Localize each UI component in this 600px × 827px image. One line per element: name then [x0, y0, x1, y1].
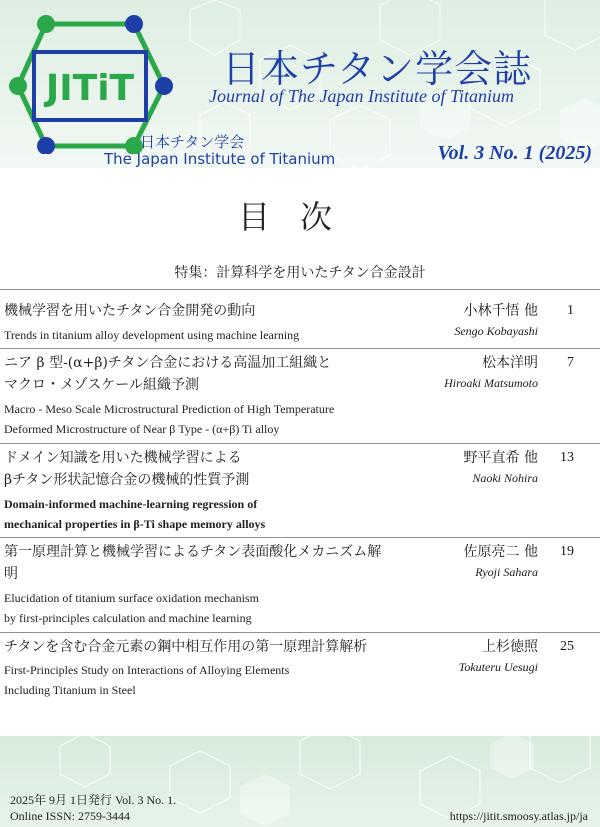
- divider: [0, 443, 600, 444]
- article-title-en: Elucidation of titanium surface oxidation mechanism: [4, 591, 259, 605]
- article-title-jp: ドメイン知識を用いた機械学習による: [4, 450, 242, 466]
- article-author-en: Hiroaki Matsumoto: [444, 376, 538, 390]
- issue-date: 2025年 9月 1日発行 Vol. 3 No. 1.: [10, 793, 177, 807]
- organization-name-jp: 日本チタン学会: [140, 133, 245, 151]
- article-title-en: Including Titanium in Steel: [4, 683, 136, 697]
- article-author-en: Tokuteru Uesugi: [458, 660, 538, 674]
- article-title-en: Domain-informed machine-learning regression of: [4, 497, 258, 511]
- article-title-en: mechanical properties in β-Ti shape memory alloys: [4, 517, 266, 531]
- article-entry[interactable]: [4, 636, 596, 700]
- article-title-en: First-Principles Study on Interactions of Alloying Elements: [4, 663, 290, 677]
- article-author-jp: 野平直希 他: [463, 450, 538, 466]
- article-author-en: Ryoji Sahara: [475, 565, 538, 579]
- organization-name-en: The Japan Institute of Titanium: [104, 150, 336, 168]
- svg-text:JITiT: JITiT: [45, 68, 135, 109]
- article-page-number: 7: [567, 355, 574, 370]
- divider: [0, 632, 600, 633]
- journal-title-jp: 日本チタン学会誌: [222, 47, 533, 91]
- article-title-jp: ニア β 型-(α+β)チタン合金における高温加工組織と: [4, 355, 332, 371]
- article-title-jp: 機械学習を用いたチタン合金開発の動向: [4, 303, 256, 319]
- article-title-jp: 明: [4, 566, 18, 582]
- article-author-jp: 佐原亮二 他: [463, 544, 538, 560]
- article-entry[interactable]: [4, 352, 596, 439]
- article-page-number: 1: [567, 303, 574, 318]
- article-author-en: Sengo Kobayashi: [454, 324, 538, 338]
- journal-url-link[interactable]: https://jitit.smoosy.atlas.jp/ja: [449, 809, 588, 823]
- online-issn: Online ISSN: 2759-3444: [10, 809, 130, 823]
- contents-heading: 目次: [237, 198, 362, 236]
- article-entry[interactable]: [4, 541, 596, 628]
- special-issue-title: 特集：計算科学を用いたチタン合金設計: [174, 265, 426, 281]
- divider: [0, 289, 600, 290]
- article-page-number: 13: [560, 450, 574, 465]
- article-title-jp: マクロ・メゾスケール組織予測: [4, 377, 200, 393]
- journal-title-en: Journal of The Japan Institute of Titanium: [209, 86, 514, 106]
- article-title-jp: 第一原理計算と機械学習によるチタン表面酸化メカニズム解: [4, 544, 382, 560]
- article-title-en: Macro - Meso Scale Microstructural Prediction of High Temperature: [4, 402, 335, 416]
- divider: [0, 348, 600, 349]
- article-entry[interactable]: [4, 447, 596, 534]
- article-title-en: Trends in titanium alloy development using machine learning: [4, 328, 300, 342]
- article-title-jp: チタンを含む合金元素の鋼中相互作用の第一原理計算解析: [4, 639, 368, 655]
- volume-label: Vol. 3 No. 1 (2025): [437, 142, 592, 164]
- article-author-jp: 松本洋明: [482, 355, 538, 371]
- divider: [0, 537, 600, 538]
- masthead: [0, 0, 600, 168]
- article-author-en: Naoki Nohira: [472, 471, 538, 485]
- article-author-jp: 上杉徳照: [482, 639, 538, 655]
- article-title-jp: βチタン形状記憶合金の機械的性質予測: [4, 472, 250, 488]
- footer-publication-info: [10, 792, 176, 824]
- article-page-number: 19: [560, 544, 574, 559]
- article-title-en: Deformed Microstructure of Near β Type - (α+β) Ti alloy: [4, 422, 280, 436]
- article-title-en: by first-principles calculation and machine learning: [4, 611, 252, 625]
- article-page-number: 25: [560, 639, 574, 654]
- article-author-jp: 小林千悟 他: [463, 303, 538, 319]
- article-entry[interactable]: [4, 300, 596, 345]
